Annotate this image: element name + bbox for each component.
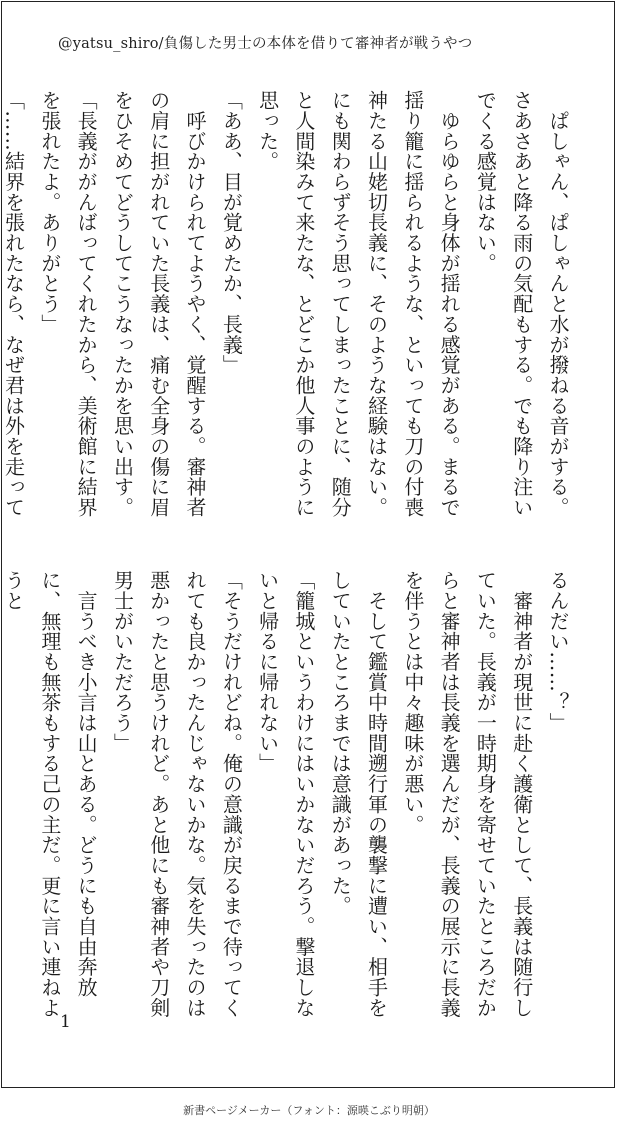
vertical-text-lower (1, 570, 576, 1020)
page-number: 1 (60, 1012, 71, 1032)
upper-text-block (1, 90, 576, 530)
paragraph: ぱしゃん、ぱしゃんと水が撥ねる音がする。さあさあと降る雨の気配もする。でも降り注いでくる感覚はない。 (473, 90, 570, 518)
paragraph: 審神者が現世に赴く護衛として、長義は随行していた。長義が一時期身を寄せていたところだからと審神者は長義を選んだが、長義の展示に長義を伴うとは中々趣味が悪い。 (400, 570, 534, 1018)
paragraph: 呼びかけられてようやく、覚醒する。審神者の肩に担がれていた長義は、痛む全身の傷に眉をひそめてどうしてこうなったかを思い出す。 (110, 90, 208, 518)
lower-text-block (1, 570, 576, 1020)
footer-credit: 新書ページメーカー（フォント：源暎こぶり明朝） (183, 1104, 435, 1117)
page-frame (1, 1, 615, 1088)
page-header: @yatsu_shiro/負傷した男士の本体を借りて審神者が戦うやつ (58, 36, 473, 52)
paragraph: 「そうだけれどね。俺の意識が戻るまで待ってくれても良かったんじゃないかな。気を失ったのは悪かったと思うけれど。あと他にも審神者や刀剣男士がいただろう」 (110, 570, 244, 1018)
paragraph: るんだい……？」 (546, 570, 570, 733)
paragraph: 「……結界を張れたなら、なぜ君は外を走って (1, 90, 26, 518)
paragraph: 「長義ががんばってくれたから、美術館に結界を張れたよ。ありがとう」 (37, 90, 99, 518)
vertical-text-upper (1, 90, 576, 530)
paragraph: 言うべき小言は山とある。どうにも自由奔放に、無理も無茶もする己の主だ。更に言い連ねようと (1, 570, 99, 1018)
paragraph: 「ああ、目が覚めたか、長義」 (219, 90, 244, 375)
paragraph: ゆらゆらと身体が揺れる感覚がある。まるで揺り籠に揺られるような、といっても刀の付喪神たる山姥切長義に、そのような経験はない。にも関わらずそう思ってしまったことに、随分と人間染みて来たな、とどこか他人事のように思った。 (255, 90, 462, 518)
paragraph: 「籠城というわけにはいかないだろう。撃退しないと帰るに帰れない」 (255, 570, 316, 1018)
paragraph: そして鑑賞中時間遡行軍の襲撃に遭い、相手をしていたところまでは意識があった。 (328, 570, 389, 1018)
